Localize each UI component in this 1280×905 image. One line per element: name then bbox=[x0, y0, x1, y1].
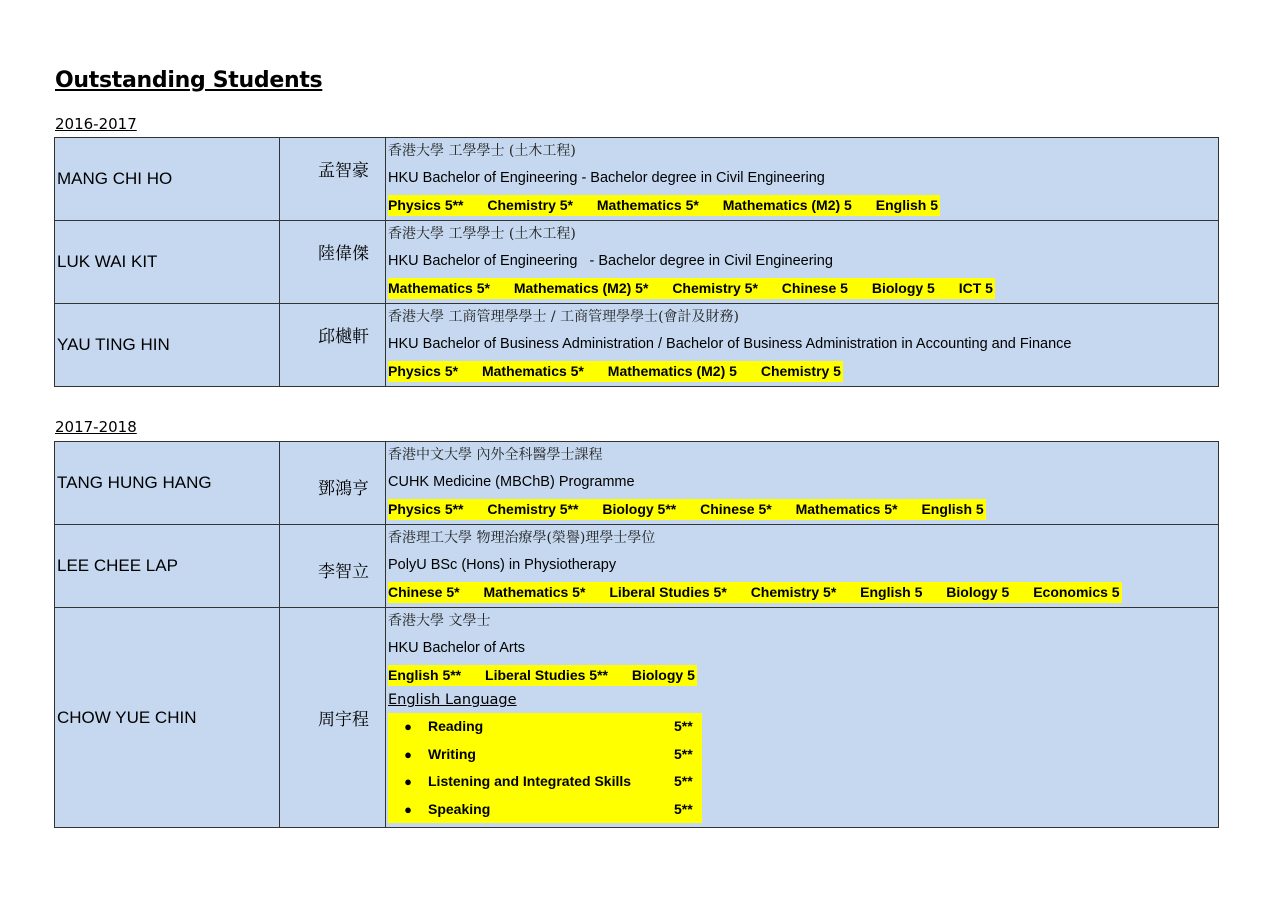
english-papers-list bbox=[388, 713, 702, 823]
grade: Chinese 5* bbox=[700, 501, 772, 517]
student-detail bbox=[386, 221, 1219, 304]
grade: Chemistry 5** bbox=[487, 501, 579, 517]
student-chinese-name-cell bbox=[280, 525, 386, 608]
programme-en: HKU Bachelor of Arts bbox=[388, 640, 525, 656]
table-row bbox=[55, 138, 1219, 221]
student-chinese-name-cell bbox=[280, 304, 386, 387]
grade: English 5 bbox=[860, 584, 923, 600]
page-title: Outstanding Students bbox=[55, 68, 323, 93]
student-chinese-name-cell bbox=[280, 138, 386, 221]
students-table-2016-2017 bbox=[54, 137, 1219, 387]
student-name: LUK WAI KIT bbox=[55, 221, 280, 304]
student-detail bbox=[386, 608, 1219, 828]
list-item bbox=[388, 768, 702, 796]
grades-highlight bbox=[388, 278, 995, 299]
grade: Chemistry 5 bbox=[760, 363, 841, 379]
grade: Mathematics (M2) 5 bbox=[722, 197, 852, 213]
grades-highlight bbox=[388, 665, 697, 686]
grades-highlight bbox=[388, 361, 843, 382]
student-detail bbox=[386, 304, 1219, 387]
programme-zh: 香港大學 文學士 bbox=[388, 613, 491, 629]
grade: Mathematics 5* bbox=[795, 501, 898, 517]
student-chinese-name: 孟智豪 bbox=[318, 161, 369, 181]
table-row bbox=[55, 525, 1219, 608]
grade: Physics 5** bbox=[388, 197, 464, 213]
grades-highlight bbox=[388, 499, 986, 520]
bullet-icon: ● bbox=[404, 801, 412, 817]
grades-highlight bbox=[388, 195, 940, 216]
list-item bbox=[388, 713, 702, 741]
bullet-icon: ● bbox=[404, 746, 412, 762]
table-row bbox=[55, 221, 1219, 304]
grade: Physics 5* bbox=[388, 363, 459, 379]
grades-highlight bbox=[388, 582, 1122, 603]
paper-grade: 5** bbox=[674, 745, 693, 762]
paper-grade: 5** bbox=[674, 773, 693, 789]
grade: English 5 bbox=[921, 501, 984, 517]
grade: English 5** bbox=[388, 667, 462, 683]
grade: ICT 5 bbox=[958, 280, 993, 296]
grade: Chemistry 5* bbox=[750, 584, 837, 600]
student-chinese-name: 鄧鴻亨 bbox=[318, 479, 369, 499]
student-chinese-name: 李智立 bbox=[318, 562, 369, 582]
grade: Economics 5 bbox=[1033, 584, 1120, 600]
programme-zh: 香港理工大學 物理治療學(榮譽)理學士學位 bbox=[388, 530, 656, 546]
student-chinese-name: 邱樾軒 bbox=[318, 327, 369, 347]
programme-zh: 香港大學 工商管理學學士 / 工商管理學學士(會計及財務) bbox=[388, 309, 739, 325]
student-name: CHOW YUE CHIN bbox=[55, 608, 280, 828]
programme-en: PolyU BSc (Hons) in Physiotherapy bbox=[388, 557, 617, 573]
grade: Chinese 5 bbox=[781, 280, 848, 296]
bullet-icon: ● bbox=[404, 774, 412, 789]
paper-name: Reading bbox=[428, 718, 484, 734]
programme-en: CUHK Medicine (MBChB) Programme bbox=[388, 474, 635, 490]
list-item bbox=[388, 796, 702, 824]
paper-grade: 5** bbox=[674, 718, 693, 734]
student-name: YAU TING HIN bbox=[55, 304, 280, 387]
year-heading-2016-2017: 2016-2017 bbox=[55, 115, 137, 133]
grade: Chemistry 5* bbox=[487, 197, 573, 213]
grade: Biology 5** bbox=[602, 501, 677, 517]
student-chinese-name-cell bbox=[280, 608, 386, 828]
programme-zh: 香港中文大學 內外全科醫學士課程 bbox=[388, 447, 603, 463]
student-detail bbox=[386, 138, 1219, 221]
table-row bbox=[55, 442, 1219, 525]
student-chinese-name-cell bbox=[280, 221, 386, 304]
students-table-2017-2018 bbox=[54, 441, 1219, 828]
grade: Liberal Studies 5** bbox=[485, 667, 608, 683]
paper-grade: 5** bbox=[674, 800, 693, 817]
grade: Biology 5 bbox=[946, 584, 1010, 600]
paper-name: Speaking bbox=[428, 800, 491, 817]
programme-en: HKU Bachelor of Business Administration / Bachelor of Business Administration in Accounting and Finance bbox=[388, 336, 1072, 352]
student-name: LEE CHEE LAP bbox=[55, 525, 280, 608]
student-detail bbox=[386, 442, 1219, 525]
programme-en: HKU Bachelor of Engineering - Bachelor degree in Civil Engineering bbox=[388, 170, 825, 186]
student-detail bbox=[386, 525, 1219, 608]
table-row bbox=[55, 304, 1219, 387]
english-language-heading: English Language bbox=[388, 692, 517, 708]
grade: Physics 5** bbox=[388, 501, 464, 517]
student-name: MANG CHI HO bbox=[55, 138, 280, 221]
paper-name: Listening and Integrated Skills bbox=[428, 773, 632, 789]
grade: Mathematics (M2) 5* bbox=[513, 280, 649, 296]
student-chinese-name: 周宇程 bbox=[318, 710, 369, 730]
programme-zh: 香港大學 工學學士 (土木工程) bbox=[388, 143, 576, 159]
grade: Chinese 5* bbox=[388, 584, 460, 600]
table-row bbox=[55, 608, 1219, 828]
grade: Mathematics 5* bbox=[388, 280, 490, 296]
grade: Mathematics 5* bbox=[596, 197, 699, 213]
programme-zh: 香港大學 工學學士 (土木工程) bbox=[388, 226, 576, 242]
grade: Mathematics 5* bbox=[481, 363, 584, 379]
grade: Biology 5 bbox=[871, 280, 935, 296]
grade: Mathematics 5* bbox=[483, 584, 586, 600]
year-heading-2017-2018: 2017-2018 bbox=[55, 418, 137, 436]
grade: Liberal Studies 5* bbox=[609, 584, 727, 600]
grade: Chemistry 5* bbox=[672, 280, 758, 296]
list-item bbox=[388, 741, 702, 769]
student-name: TANG HUNG HANG bbox=[55, 442, 280, 525]
grade: Biology 5 bbox=[631, 667, 695, 683]
paper-name: Writing bbox=[428, 745, 476, 762]
student-chinese-name: 陸偉傑 bbox=[318, 244, 369, 264]
bullet-icon: ● bbox=[404, 719, 412, 734]
programme-en: HKU Bachelor of Engineering - Bachelor degree in Civil Engineering bbox=[388, 253, 833, 269]
grade: English 5 bbox=[875, 197, 938, 213]
grade: Mathematics (M2) 5 bbox=[607, 363, 737, 379]
student-chinese-name-cell bbox=[280, 442, 386, 525]
